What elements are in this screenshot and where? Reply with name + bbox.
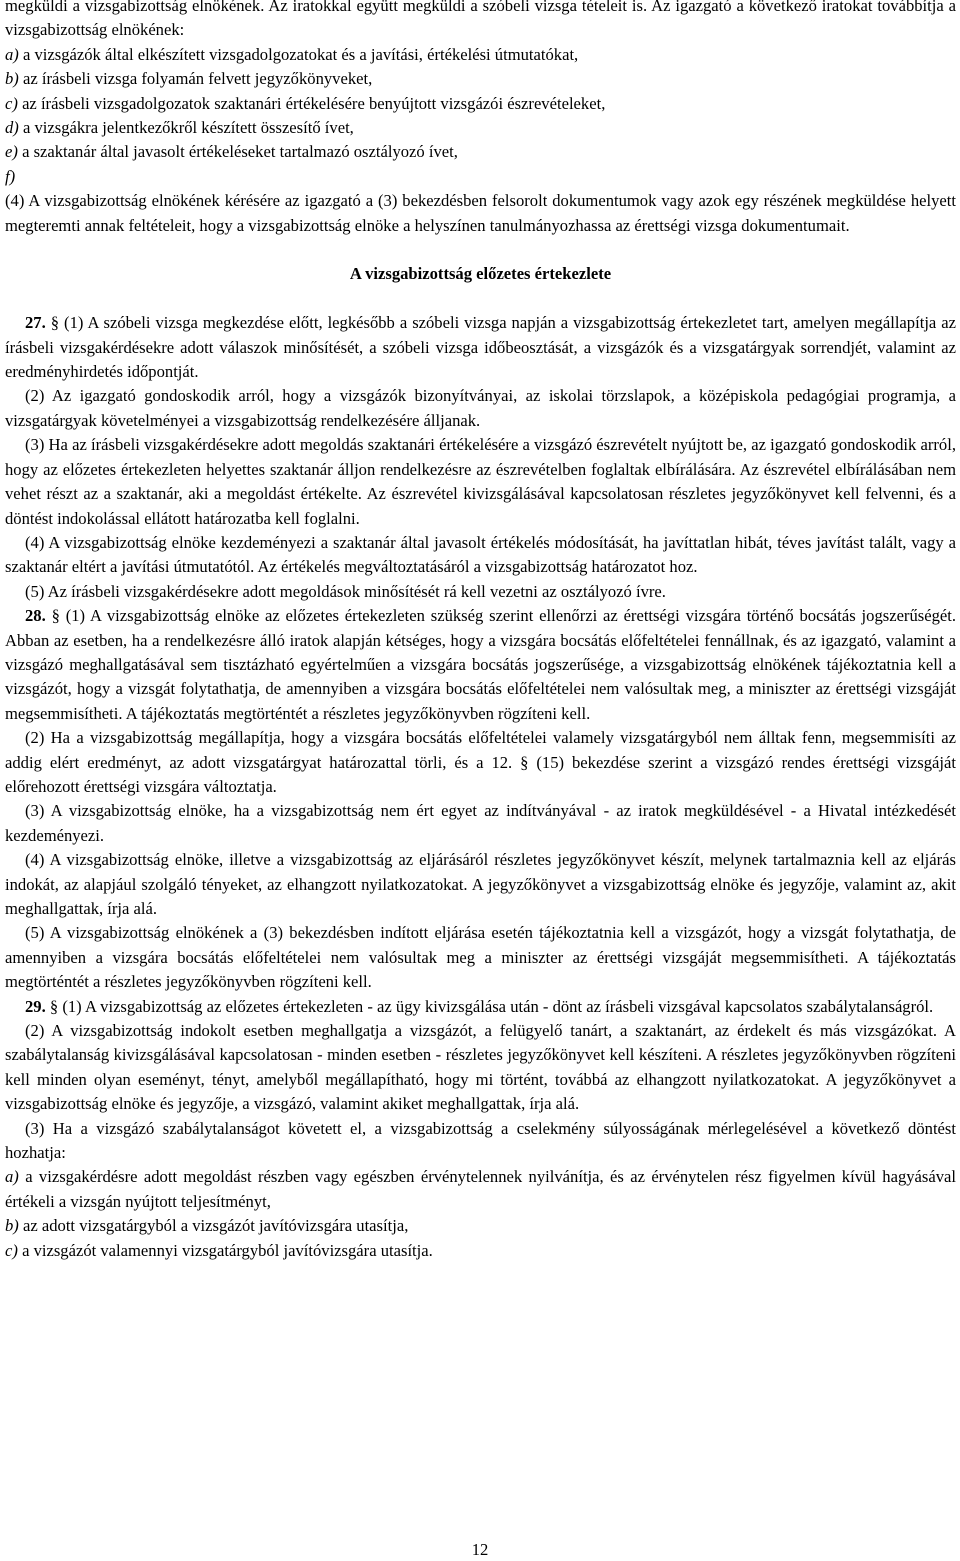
paragraph-4: (4) A vizsgabizottság elnökének kérésére az igazgató a (3) bekezdésben felsorolt dokumentumok vagy azok egy részének megküldése helyett megteremti annak feltételeit, hogy a vizsgabizottság elnöke a helyszínen tanulmányozhassa az érettségi vizsga dokumentumait. [5, 191, 956, 235]
list-text: a vizsgakérdésre adott megoldást részben vagy egészben érvénytelennek nyilvánítja, és az érvénytelen rész figyelmen kívül hagyásával értékeli a vizsgán nyújtott teljesítményt, [5, 1167, 956, 1211]
section-29-p1 [5, 995, 956, 1019]
list-text: a vizsgázót valamennyi vizsgatárgyból javítóvizsgára utasítja. [22, 1240, 433, 1260]
section-27-p1 [5, 311, 956, 384]
section-29-p3: (3) Ha a vizsgázó szabálytalanságot követett el, a vizsgabizottság a cselekmény súlyosságának mérlegelésével a következő döntést hozhatja: [5, 1118, 956, 1163]
section-28-p4: (4) A vizsgabizottság elnöke, illetve a vizsgabizottság az eljárásáról részletes jegyzőkönyvet készít, melynek tartalmaznia kell az eljárás indokát, az alapjául szolgáló tényeket, az elhangzott nyilatkozatokat. A jegyzőkönyvet a vizsgabizottság elnöke és jegyzője, valamint az, akit meghallgattak, írja alá. [5, 850, 956, 918]
section-28-p5: (5) A vizsgabizottság elnökének a (3) bekezdésben indított eljárása esetén tájékoztatnia kell a vizsgázót, hogy a vizsgát folytathatja, de amennyiben a vizsgára bocsátás előfeltételei nem valósultak meg a miniszter az érettségi vizsgáját megsemmisítheti. A tájékoztatás megtörténtét a részletes jegyzőkönyvben rögzíteni kell. [5, 923, 956, 992]
paragraph-text: (15) bekezdése szerint a vizsgázó rendes érettségi vizsgáját előrehozott érettségi vizsgára változtatja. [5, 752, 957, 796]
list-item-d [5, 116, 956, 140]
section-number: 27. [25, 313, 46, 333]
section-symbol: § [49, 996, 59, 1016]
section-symbol: § [51, 606, 60, 626]
paragraph-text: (1) A vizsgabizottság elnöke az előzetes értekezleten szükség szerint ellenőrzi az érettségi vizsgára történő bocsátás jogszerűségét. Abban az esetben, ha a rendelkezésre álló iratok alapján kétséges, hogy a vizsgára bocsátás előfeltételei fennállnak, és az igazgató, valamint a vizsgázó meghallgatásával sem tisztázható egyértelműen a vizsgára bocsátás jogszerűsége, a vizsgabizottság elnökének tájékoztatnia kell a vizsgázót, hogy a vizsgát folytathatja, de amennyiben a vizsgára bocsátás előfeltételei nem valósultak meg, a miniszter az érettségi vizsgáját megsemmisítheti. A tájékoztatás megtörténtét a részletes jegyzőkönyvben rögzíteni kell. [5, 606, 956, 723]
section-symbol: § [520, 752, 529, 772]
paragraph-text: (1) A vizsgabizottság az előzetes értekezleten - az ügy kivizsgálása után - dönt az írásbeli vizsgával kapcsolatos szabálytalanságról. [62, 996, 934, 1016]
section-symbol: § [50, 313, 60, 333]
list-text: az írásbeli vizsgadolgozatok szaktanári értékelésére benyújtott vizsgázói észrevételeket, [22, 93, 606, 113]
list-text: az adott vizsgatárgyból a vizsgázót javítóvizsgára utasítja, [22, 1216, 409, 1236]
list-marker: a) [5, 44, 19, 64]
section-27-p3: (3) Ha az írásbeli vizsgakérdésekre adott megoldás szaktanári értékelésére a vizsgázó észrevételt nyújtott be, az igazgató gondoskodik arról, hogy az előzetes értekezleten helyettes szaktanár álljon rendelkezésre az észrevételben foglaltak elbírálására. Az észrevétel elbírálásában nem vehet részt az a szaktanár, aki a megoldást értékelte. Az észrevétel kivizsgálásával kapcsolatosan részletes jegyzőkönyvet kell felvenni, és a döntést indokolással ellátott határozatba kell foglalni. [5, 435, 956, 528]
list-item-c [5, 92, 956, 116]
list-marker: a) [5, 1167, 19, 1187]
section-27-p5: (5) Az írásbeli vizsgakérdésekre adott megoldások minősítését rá kell vezetni az osztályozó ívre. [25, 581, 666, 601]
page-number: 12 [471, 1540, 489, 1559]
section-28-p3: (3) A vizsgabizottság elnöke, ha a vizsgabizottság nem ért egyet az indítványával - az iratok megküldésével - a Hivatal intézkedését kezdeményezi. [5, 801, 956, 845]
section-28-p1 [5, 604, 956, 726]
list-marker: c) [5, 1240, 18, 1260]
list-item-b [5, 67, 956, 91]
section-heading: A vizsgabizottság előzetes értekezlete [349, 264, 612, 284]
list-text: a vizsgázók által elkészített vizsgadolgozatokat és a javítási, értékelési útmutatókat, [22, 44, 579, 64]
list-marker: e) [5, 142, 18, 162]
section-number: 28. [25, 606, 46, 626]
list-marker: b) [5, 1216, 19, 1236]
list-marker: d) [5, 118, 19, 138]
list-text: az írásbeli vizsga folyamán felvett jegyzőkönyveket, [22, 69, 373, 89]
list-marker: f) [5, 166, 16, 186]
list-item-e [5, 140, 956, 164]
section-27-p2: (2) Az igazgató gondoskodik arról, hogy a vizsgázók bizonyítványai, az iskolai törzslapok, a középiskola pedagógiai programja, a vizsgatárgyak követelményei a vizsgabizottság rendelkezésére álljanak. [5, 386, 956, 430]
paragraph-text: (2) Ha a vizsgabizottság megállapítja, hogy a vizsgára bocsátás előfeltételei valamely vizsgatárgyból nem álltak fenn, megsemmisíti az addig elért eredményt, az adott vizsgatárgyat határozattal törli, és a 12. [5, 728, 956, 772]
list-marker: c) [5, 93, 18, 113]
list-item-a [5, 43, 956, 67]
section-28-p2 [5, 726, 956, 799]
intro-paragraph: megküldi a vizsgabizottság elnökének. Az iratokkal együtt megküldi a szóbeli vizsga tételeit is. Az igazgató a következő iratokat továbbítja a vizsgabizottság elnökének: [5, 0, 956, 40]
list-item-f [5, 165, 956, 189]
section-29-item-c [5, 1239, 956, 1263]
section-29-p2: (2) A vizsgabizottság indokolt esetben meghallgatja a vizsgázót, a felügyelő tanárt, a szaktanárt, az érdekelt és más vizsgázókat. A szabálytalanság kivizsgálásával kapcsolatosan - minden esetben - részletes jegyzőkönyvet kell készíteni. A részletes jegyzőkönyvben rögzíteni kell minden olyan eseményt, tényt, amelyből megállapítható, hogy mi történt, továbbá az elhangzott nyilatkozatokat. A jegyzőkönyvet a vizsgabizottság elnöke és jegyzője, a vizsgázó, valamint akiket meghallgattak, írja alá. [5, 1021, 956, 1114]
paragraph-text: (1) A szóbeli vizsga megkezdése előtt, legkésőbb a szóbeli vizsga napján a vizsgabizottság értekezletet tart, amelyen megállapítja az írásbeli vizsgakérdésekre adott válaszok minősítését, a szóbeli vizsga időbeosztását, a vizsgázók és a vizsgatárgyak sorrendjét, valamint az eredményhirdetés időpontját. [5, 313, 957, 382]
list-marker: b) [5, 69, 19, 89]
list-text: a szaktanár által javasolt értékeléseket tartalmazó osztályozó ívet, [22, 142, 458, 162]
section-29-item-a [5, 1165, 956, 1214]
section-27-p4: (4) A vizsgabizottság elnöke kezdeményezi a szaktanár által javasolt értékelés módosítását, ha javíttatlan hibát, téves javítást talált, vagy a szaktanár eltért a javítási útmutatótól. Az értékelés megváltoztatásáról a vizsgabizottság határozatot hoz. [5, 532, 956, 577]
document-page [5, 0, 956, 1263]
list-text: a vizsgákra jelentkezőkről készített összesítő ívet, [22, 118, 354, 138]
section-29-item-b [5, 1214, 956, 1238]
section-number: 29. [25, 996, 46, 1016]
